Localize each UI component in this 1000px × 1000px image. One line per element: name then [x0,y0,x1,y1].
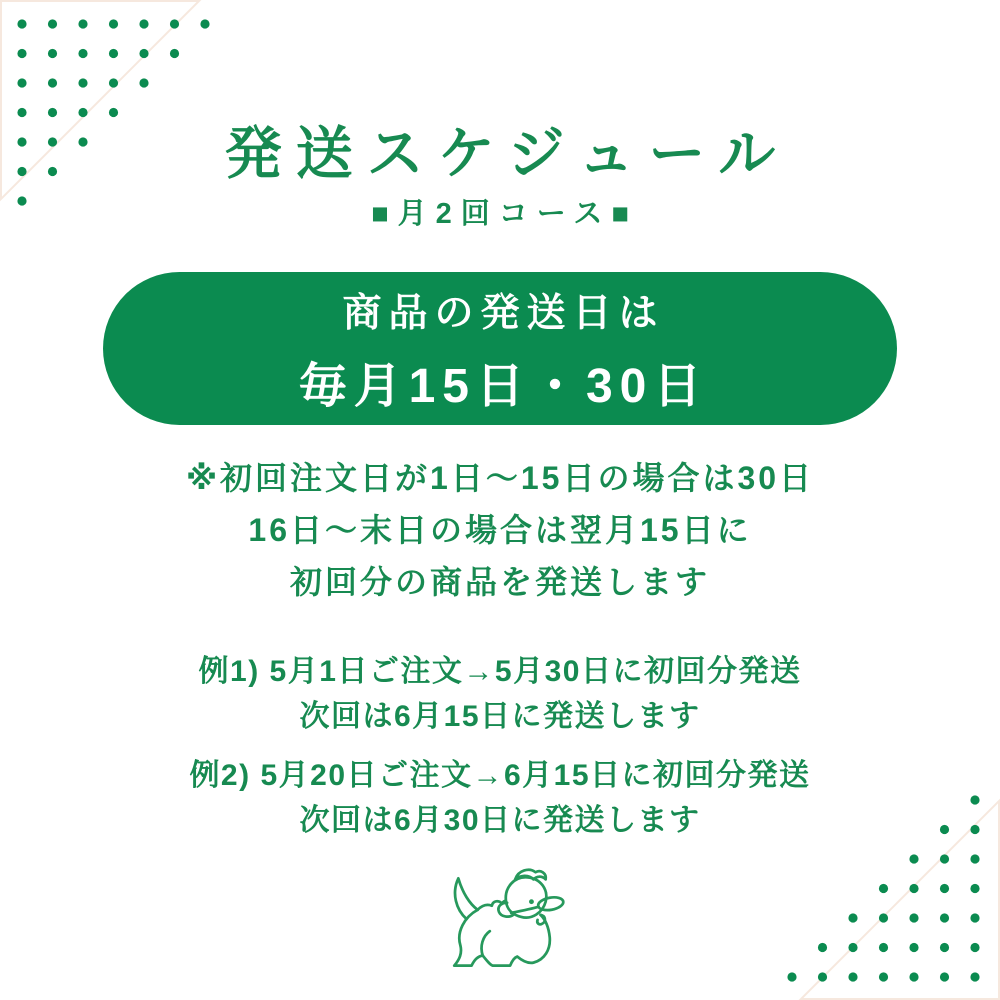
decorative-dot [170,19,179,28]
decorative-dot [48,78,57,87]
decorative-dot [970,943,979,952]
decorative-dot [909,972,918,981]
first-shipment-notes [0,452,1000,608]
decorative-dot [909,913,918,922]
decorative-dot [78,78,87,87]
decorative-dot [17,19,26,28]
decorative-dot [940,854,949,863]
note-line-2: 16日～末日の場合は翌月15日に [248,512,752,548]
banner-line-1: 商品の発送日は [342,291,665,335]
shipping-date-banner [103,272,897,425]
decorative-dot [879,913,888,922]
note-line-1: ※初回注文日が1日～15日の場合は30日 [185,460,815,496]
decorative-dot [78,49,87,58]
decorative-dot [200,19,209,28]
decorative-dot [170,49,179,58]
decorative-dot [17,78,26,87]
decorative-dot [818,943,827,952]
decorative-dot [139,19,148,28]
decorative-dot [848,943,857,952]
decorative-dot [940,884,949,893]
dog-with-spoon-icon [436,861,568,983]
decorative-dot [909,943,918,952]
decorative-dot [48,19,57,28]
decorative-dot [970,972,979,981]
decorative-dot [879,972,888,981]
decorative-dot [909,854,918,863]
page-title: 発送スケジュール [224,122,790,186]
decorative-dot [909,884,918,893]
banner-line-2: 毎月15日・30日 [298,359,709,413]
example-2 [0,753,1000,843]
decorative-dot [970,913,979,922]
decorative-dot [848,972,857,981]
decorative-dot [940,943,949,952]
decorative-dot [970,854,979,863]
decorative-dot [48,49,57,58]
decorative-dot [109,78,118,87]
decorative-dot [818,972,827,981]
example-1-line-1: 例1) 5月1日ご注文→5月30日に初回分発送 [198,655,802,688]
example-1 [0,649,1000,739]
decorative-dot [879,884,888,893]
example-2-line-2: 次回は6月30日に発送します [299,804,701,837]
example-2-line-1: 例2) 5月20日ご注文→6月15日に初回分発送 [189,759,811,792]
dog-with-spoon-illustration [436,861,568,983]
decorative-dot [940,972,949,981]
course-subtitle: ■月2回コース■ [371,198,638,230]
decorative-dot [970,884,979,893]
decorative-dot [139,78,148,87]
decorative-dot [848,913,857,922]
decorative-dot [78,19,87,28]
decorative-dot [17,49,26,58]
note-line-3: 初回分の商品を発送します [289,564,710,600]
decorative-dot [109,19,118,28]
decorative-dot [879,943,888,952]
example-1-line-2: 次回は6月15日に発送します [299,700,701,733]
decorative-dot [787,972,796,981]
decorative-dot [940,913,949,922]
decorative-dot [109,49,118,58]
decorative-dot [139,49,148,58]
